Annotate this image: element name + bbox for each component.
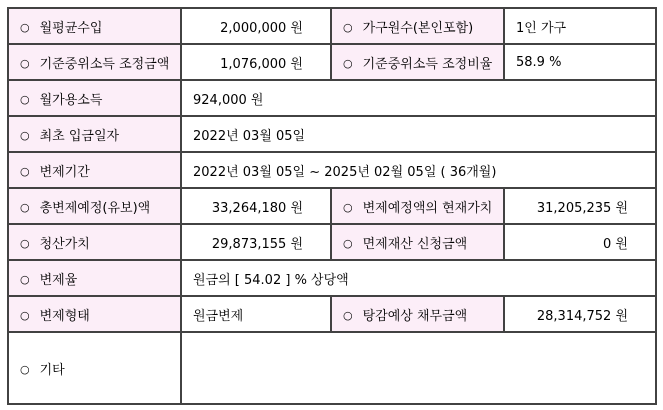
value-monthly-avg-income: 2,000,000 원 xyxy=(181,8,331,44)
label-text: 월평균수입 xyxy=(39,20,103,36)
value-first-deposit-date: 2022년 03월 05일 xyxy=(181,116,656,152)
label-text: 총변제예정(유보)액 xyxy=(39,200,151,216)
label-text: 최초 입금일자 xyxy=(39,128,120,144)
value-etc xyxy=(181,332,656,404)
label-text: 면제재산 신청금액 xyxy=(362,236,468,252)
table-row xyxy=(8,44,656,80)
label-etc xyxy=(8,332,181,404)
label-text: 변제형태 xyxy=(39,308,90,324)
value-median-income-adjusted-amount: 1,076,000 원 xyxy=(181,44,331,80)
table-row xyxy=(8,224,656,260)
label-expected-debt-relief-amount xyxy=(331,296,504,332)
circle-bullet-icon: ○ xyxy=(20,236,30,250)
circle-bullet-icon: ○ xyxy=(343,20,353,34)
value-exempt-property-request-amount: 0 원 xyxy=(504,224,656,260)
label-text: 기준중위소득 조정금액 xyxy=(39,56,170,72)
value-repayment-type: 원금변제 xyxy=(181,296,331,332)
label-monthly-available-income xyxy=(8,80,181,116)
label-present-value-of-repayment xyxy=(331,188,504,224)
table-row xyxy=(8,296,656,332)
circle-bullet-icon: ○ xyxy=(20,164,30,178)
repayment-plan-table xyxy=(7,7,657,405)
label-text: 변제예정액의 현재가치 xyxy=(362,200,493,216)
circle-bullet-icon: ○ xyxy=(343,236,353,250)
circle-bullet-icon: ○ xyxy=(20,128,30,142)
circle-bullet-icon: ○ xyxy=(20,56,30,70)
circle-bullet-icon: ○ xyxy=(343,200,353,214)
label-text: 변제기간 xyxy=(39,164,90,180)
label-exempt-property-request-amount xyxy=(331,224,504,260)
label-first-deposit-date xyxy=(8,116,181,152)
value-expected-debt-relief-amount: 28,314,752 원 xyxy=(504,296,656,332)
circle-bullet-icon: ○ xyxy=(20,92,30,106)
label-household-members xyxy=(331,8,504,44)
value-household-members: 1인 가구 xyxy=(504,8,656,44)
label-median-income-adjustment-ratio xyxy=(331,44,504,80)
label-text: 기타 xyxy=(39,362,65,378)
label-text: 탕감예상 채무금액 xyxy=(362,308,468,324)
circle-bullet-icon: ○ xyxy=(20,200,30,214)
table-row xyxy=(8,152,656,188)
circle-bullet-icon: ○ xyxy=(343,56,353,70)
label-text: 가구원수(본인포함) xyxy=(362,20,474,36)
label-repayment-rate xyxy=(8,260,181,296)
label-total-planned-repayment xyxy=(8,188,181,224)
label-monthly-avg-income xyxy=(8,8,181,44)
table-row xyxy=(8,80,656,116)
circle-bullet-icon: ○ xyxy=(343,308,353,322)
value-present-value-of-repayment: 31,205,235 원 xyxy=(504,188,656,224)
circle-bullet-icon: ○ xyxy=(20,272,30,286)
table-row xyxy=(8,116,656,152)
label-text: 기준중위소득 조정비율 xyxy=(362,56,493,72)
circle-bullet-icon: ○ xyxy=(20,308,30,322)
table-row xyxy=(8,332,656,404)
value-repayment-rate: 원금의 [ 54.02 ] % 상당액 xyxy=(181,260,656,296)
circle-bullet-icon: ○ xyxy=(20,20,30,34)
table-row xyxy=(8,260,656,296)
label-text: 변제율 xyxy=(39,272,78,288)
label-repayment-type xyxy=(8,296,181,332)
circle-bullet-icon: ○ xyxy=(20,362,30,376)
value-repayment-period: 2022년 03월 05일 ~ 2025년 02월 05일 ( 36개월) xyxy=(181,152,656,188)
value-monthly-available-income: 924,000 원 xyxy=(181,80,656,116)
value-median-income-adjustment-ratio: 58.9 % xyxy=(504,44,656,80)
table-row xyxy=(8,8,656,44)
label-text: 월가용소득 xyxy=(39,92,103,108)
value-total-planned-repayment: 33,264,180 원 xyxy=(181,188,331,224)
label-repayment-period xyxy=(8,152,181,188)
label-median-income-adjusted-amount xyxy=(8,44,181,80)
label-text: 청산가치 xyxy=(39,236,90,252)
value-liquidation-value: 29,873,155 원 xyxy=(181,224,331,260)
table-row xyxy=(8,188,656,224)
label-liquidation-value xyxy=(8,224,181,260)
